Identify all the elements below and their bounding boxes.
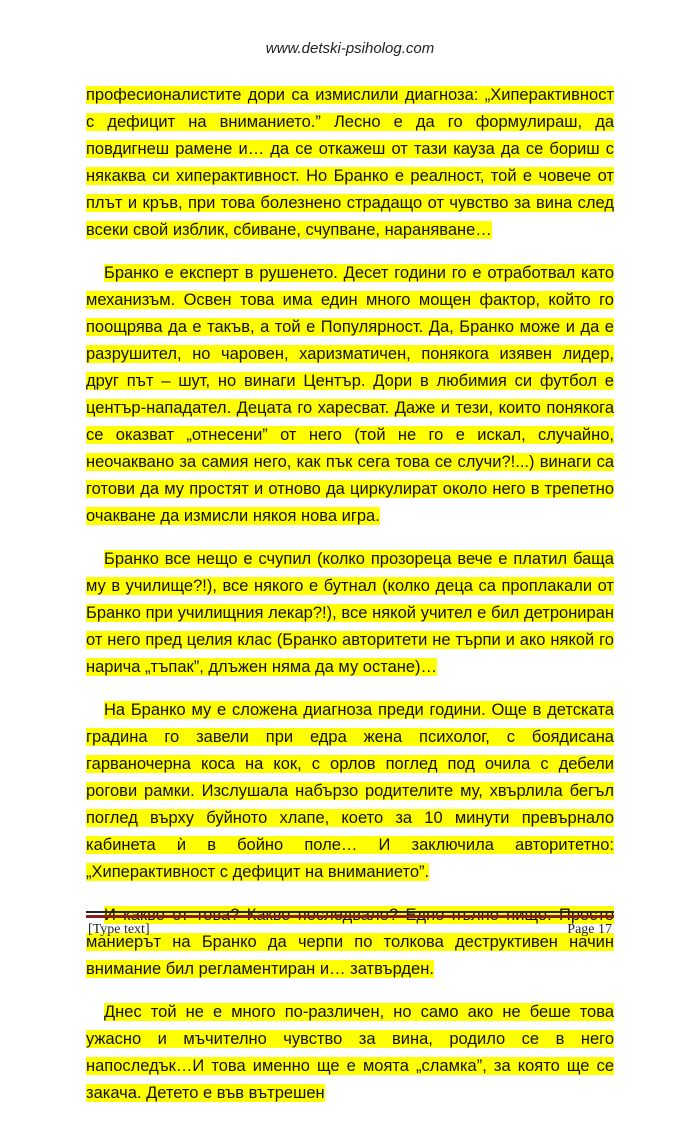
footer-placeholder-text: [Type text] <box>88 922 150 937</box>
paragraph-2 <box>86 260 614 530</box>
paragraph-1 <box>86 82 614 244</box>
footer-divider <box>86 911 614 913</box>
paragraph-3 <box>86 546 614 681</box>
footer-divider-accent <box>86 915 614 918</box>
highlighted-text: Днес той не е много по-различен, но само ако не беше това ужасно и мъчително чувство за вина, родило се в него напоследък…И това именно ще е моята „сламка”, за която ще се закача. Детето е във вътрешен <box>86 1003 614 1102</box>
paragraph-4 <box>86 697 614 886</box>
highlighted-text: На Бранко му е сложена диагноза преди години. Още в детската градина го завели при едра жена психолог, с боядисана гарваночерна коса на кок, с орлов поглед под очила с дебели рогови рамки. Изслушала набързо родителите му, хвърлила бегъл поглед върху буйното хлапе, което за 10 минути превърнало кабинета ѝ в бойно поле… И заключила авторитетно: „Хиперактивност с дефицит на вниманието”. <box>86 701 614 881</box>
paragraph-6 <box>86 999 614 1107</box>
highlighted-text: Бранко е експерт в рушенето. Десет години го е отработвал като механизъм. Освен това има един много мощен фактор, който го поощрява да е такъв, а той е Популярност. Да, Бранко може и да е разрушител, но чаровен, харизматичен, понякога изявен лидер, друг път – шут, но винаги Център. Дори в любимия си футбол е център-нападател. Децата го харесват. Даже и тези, които понякога се оказват „отнесени” от него (той не го е искал, случайно, неочаквано за самия него, как пък сега това се случи?!...) винаги са готови да му простят и отново да циркулират около него в трепетно очакване да измисли някоя нова игра. <box>86 264 614 525</box>
highlighted-text: маниерът на Бранко да черпи по толкова деструктивен начин внимание бил регламентиран и… затвърден. <box>86 906 614 978</box>
page-number: Page 17 <box>567 922 612 937</box>
highlighted-text: Бранко все нещо е счупил (колко прозореца вече е платил баща му в училище?!), все някого е бутнал (колко деца са проплакали от Бранко при училищния лекар?!), все някой учител е бил детрониран от него пред целия клас (Бранко авторитети не търпи и ако някой го нарича „тъпак”, длъжен няма да му остане)… <box>86 550 614 676</box>
document-body <box>86 82 614 1123</box>
site-header: www.detski-psiholog.com <box>265 40 435 57</box>
highlighted-text: професионалистите дори са измислили диагноза: „Хиперактивност с дефицит на вниманието.” Лесно е да го формулираш, да повдигнеш рамене и… да се откажеш от тази кауза да се бориш с някаква си хиперактивност. Но Бранко е реалност, той е човече от плът и кръв, при това болезнено страдащо от чувство за вина след всеки свой изблик, сбиване, счупване, нараняване… <box>86 86 614 239</box>
